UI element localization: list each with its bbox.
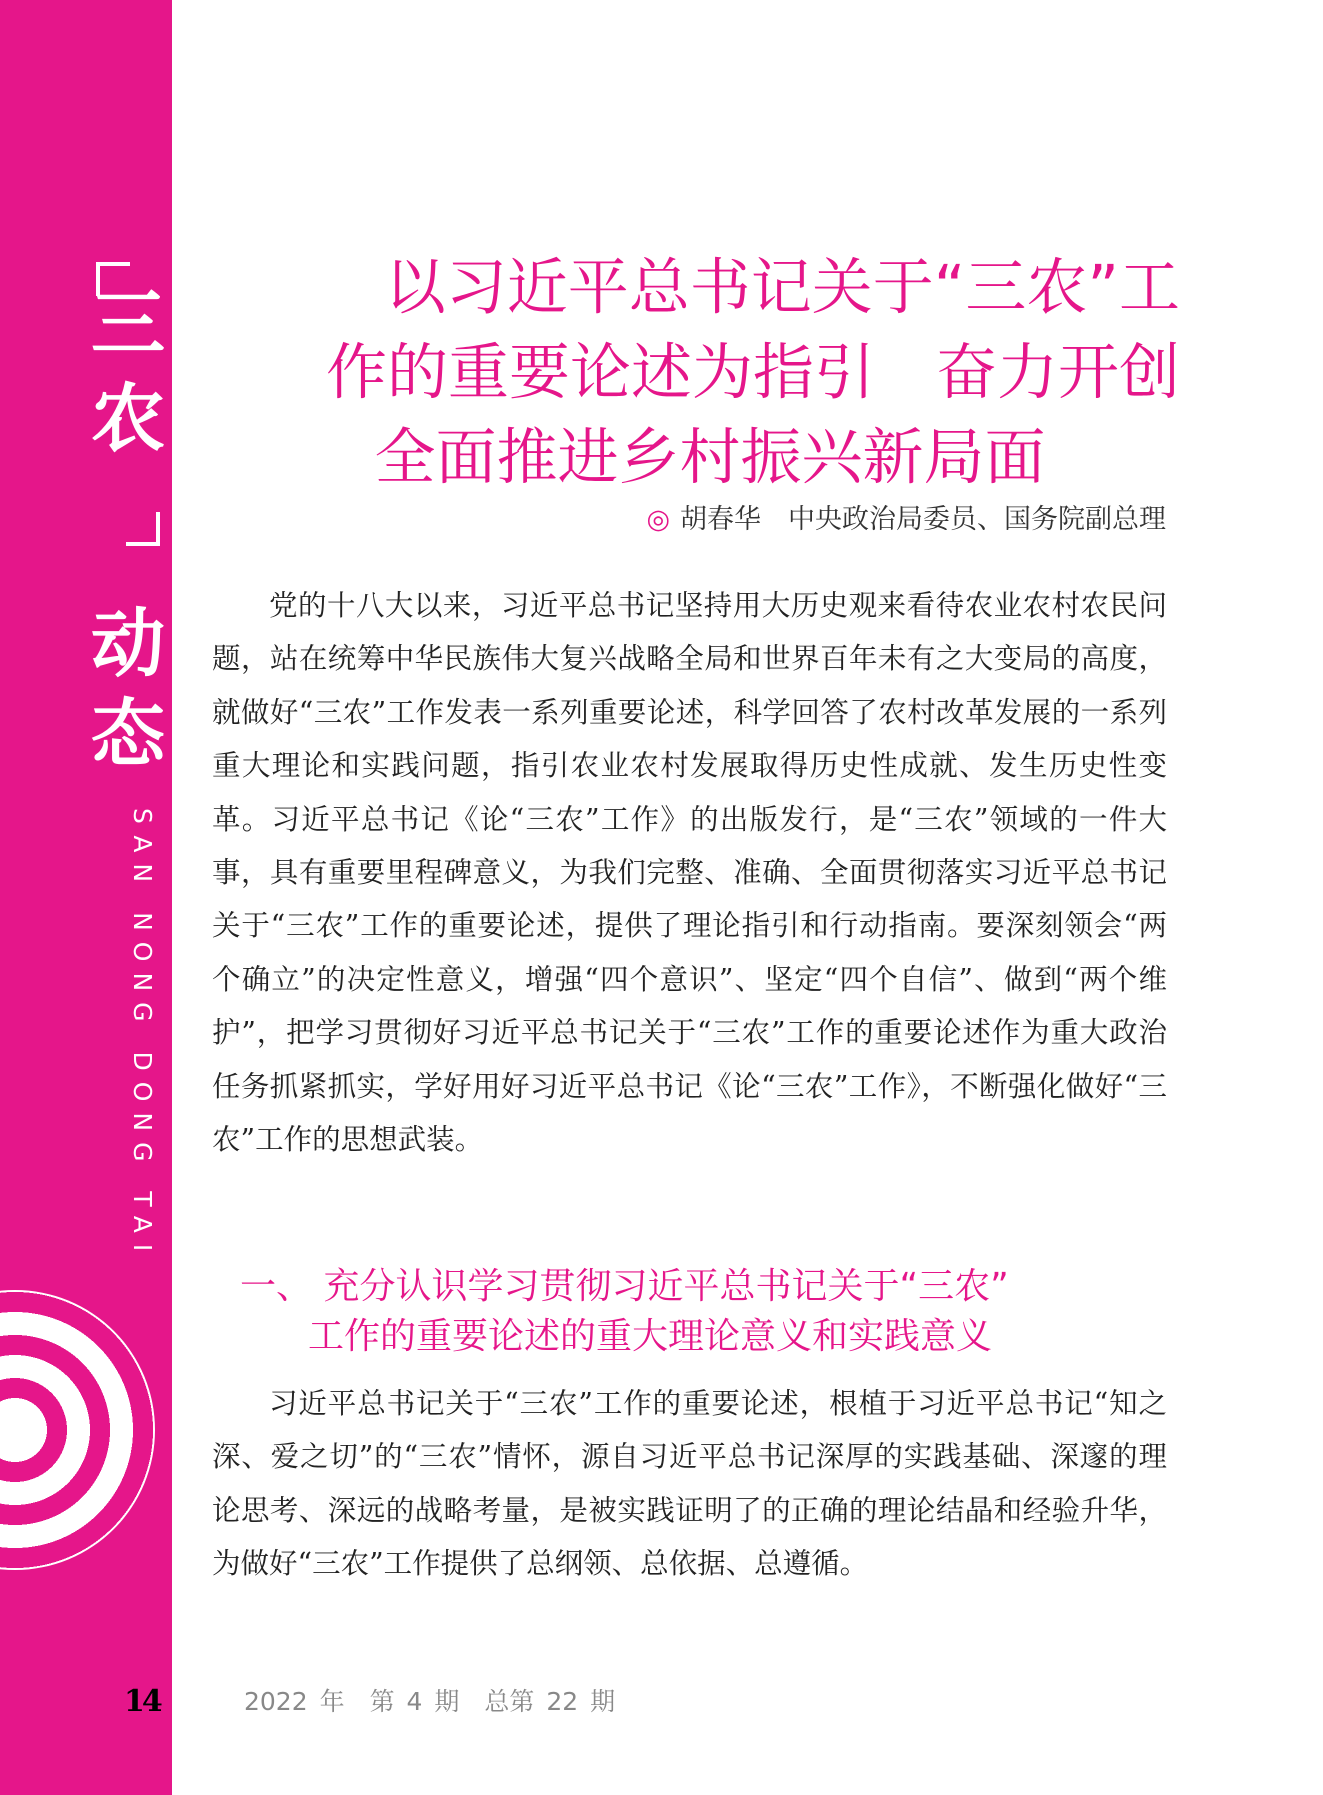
title-line-2: 作的重要论述为指引 奋力开创 [325, 337, 1180, 408]
byline-mark-icon: ◎ [646, 504, 670, 535]
title-line-3: 全面推进乡村振兴新局面 [374, 422, 1046, 493]
section-char-dong: 动 [91, 601, 165, 687]
concentric-circles-decoration [0, 1290, 155, 1570]
close-bracket [126, 512, 160, 546]
section-char-nong: 农 [91, 376, 165, 462]
page-number: 14 [124, 1684, 160, 1719]
issue-footer: 2022 年 第 4 期 总第 22 期 [244, 1687, 616, 1716]
article-title [240, 245, 1180, 500]
title-line-1: 以习近平总书记关于“三农”工 [384, 252, 1180, 323]
section-char-tai: 态 [91, 691, 165, 777]
byline-text: 胡春华 中央政治局委员、国务院副总理 [680, 504, 1166, 535]
section-heading [240, 1262, 1140, 1362]
body-paragraph-1: 党的十八大以来，习近平总书记坚持用大历史观来看待农业农村农民问题，站在统筹中华民族伟大复兴战略全局和世界百年未有之大变局的高度，就做好“三农”工作发表一系列重要论述，科学回答了农村改革发展的一系列重大理论和实践问题，指引农业农村发展取得历史性成就、发生历史性变革。习近平总书记《论“三农”工作》的出版发行，是“三农”领域的一件大事，具有重要里程碑意义，为我们完整、准确、全面贯彻落实习近平总书记关于“三农”工作的重要论述，提供了理论指引和行动指南。要深刻领会“两个确立”的决定性意义，增强“四个意识”、坚定“四个自信”、做到“两个维护”，把学习贯彻好习近平总书记关于“三农”工作的重要论述作为重大政治任务抓紧抓实，学好用好习近平总书记《论“三农”工作》，不断强化做好“三农”工作的思想武装。 [212, 589, 1167, 1157]
section-heading-line-2: 工作的重要论述的重大理论意义和实践意义 [308, 1316, 993, 1357]
section-char-san: 三 [91, 281, 165, 367]
sidebar [0, 0, 172, 1795]
body-paragraph-2: 习近平总书记关于“三农”工作的重要论述，根植于习近平总书记“知之深、爱之切”的“三农”情怀，源自习近平总书记深厚的实践基础、深邃的理论思考、深远的战略考量，是被实践证明了的正确的理论结晶和经验升华，为做好“三农”工作提供了总纲领、总依据、总遵循。 [212, 1387, 1167, 1581]
section-heading-line-1: 一、 充分认识学习贯彻习近平总书记关于“三农” [240, 1266, 1009, 1307]
author-byline [560, 500, 1166, 540]
section-pinyin: SAN NONG DONG TAI [128, 808, 157, 1263]
